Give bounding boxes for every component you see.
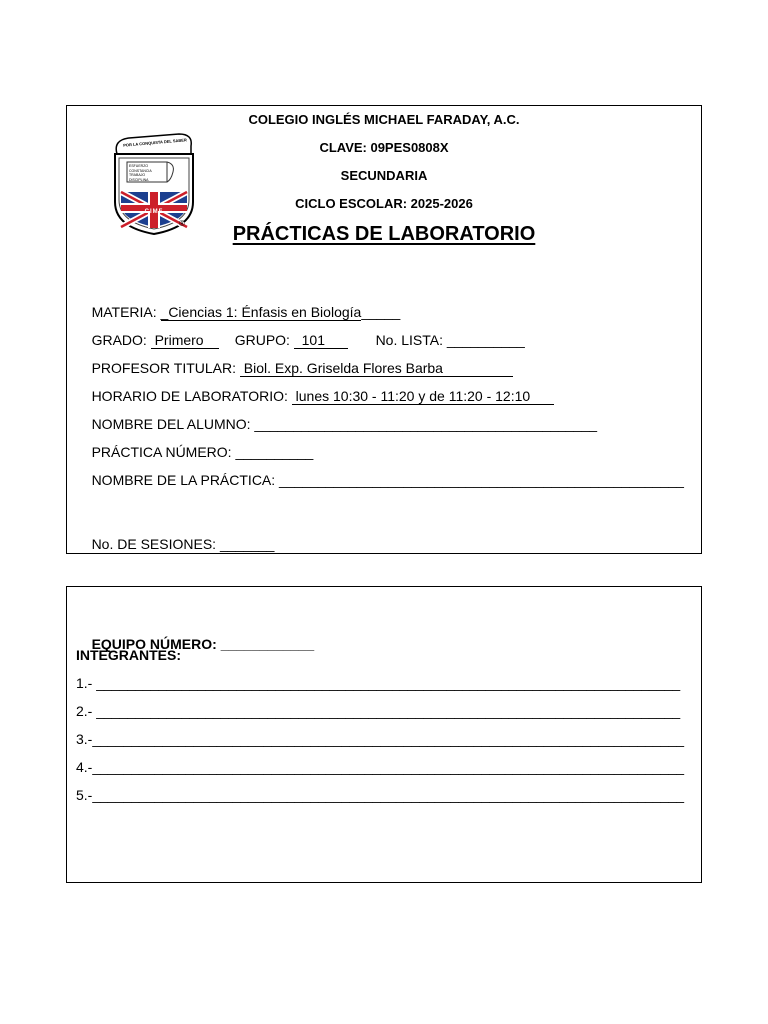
materia-tail: _____: [361, 304, 401, 320]
materia-value[interactable]: _Ciencias 1: Énfasis en Biología: [160, 304, 362, 320]
logo-scroll-text: ESFUERZO CONSTANCIA TRABAJO DISCIPLINA: [129, 164, 152, 182]
team-box: [66, 586, 702, 883]
materia-label: MATERIA:: [91, 304, 161, 320]
member-line-4[interactable]: 4.-____________________________________________________________________________: [76, 759, 685, 775]
logo-banner-text: POR LA CONQUISTA DEL SABER: [123, 137, 187, 148]
school-code: CLAVE: 09PES0808X: [319, 140, 449, 155]
member-line-5[interactable]: 5.-____________________________________________________________________________: [76, 787, 685, 803]
member-line-2[interactable]: 2.- ___________________________________________________________________________: [76, 703, 681, 719]
horario-label: HORARIO DE LABORATORIO:: [91, 388, 292, 404]
alumno-value[interactable]: ____________________________________________: [254, 416, 598, 432]
equipo-value[interactable]: ____________: [220, 636, 315, 652]
lista-label: No. LISTA:: [375, 332, 447, 348]
grado-value[interactable]: Primero: [150, 332, 220, 348]
school-level: SECUNDARIA: [340, 168, 428, 183]
horario-value[interactable]: lunes 10:30 - 11:20 y de 11:20 - 12:10: [291, 388, 554, 404]
sesiones-value[interactable]: _______: [219, 536, 275, 552]
alumno-label: NOMBRE DEL ALUMNO:: [91, 416, 255, 432]
profesor-label: PROFESOR TITULAR:: [91, 360, 240, 376]
sesiones-label: No. DE SESIONES:: [91, 536, 220, 552]
member-line-3[interactable]: 3.-____________________________________________________________________________: [76, 731, 685, 747]
sesiones-field: [76, 519, 274, 570]
grado-label: GRADO:: [91, 332, 151, 348]
practica-nombre-field: [76, 455, 684, 506]
lab-practice-header-box: [66, 105, 702, 554]
grupo-value[interactable]: 101: [293, 332, 349, 348]
page-title: PRÁCTICAS DE LABORATORIO: [232, 223, 536, 245]
practica-numero-label: PRÁCTICA NÚMERO:: [91, 444, 236, 460]
equipo-label: EQUIPO NÚMERO:: [91, 636, 221, 652]
practica-nombre-value[interactable]: ____________________________________________________: [279, 472, 684, 488]
school-name: COLEGIO INGLÉS MICHAEL FARADAY, A.C.: [248, 112, 520, 127]
practica-nombre-label: NOMBRE DE LA PRÁCTICA:: [91, 472, 280, 488]
logo-shield-text: CIMF: [144, 209, 164, 215]
registered-mark: ®: [179, 219, 185, 228]
member-line-1[interactable]: 1.- ___________________________________________________________________________: [76, 675, 681, 691]
grupo-label: GRUPO:: [234, 332, 294, 348]
lista-value[interactable]: __________: [446, 332, 525, 348]
practica-numero-value[interactable]: __________: [235, 444, 314, 460]
school-cycle: CICLO ESCOLAR: 2025-2026: [295, 196, 473, 211]
profesor-value[interactable]: Biol. Exp. Griselda Flores Barba: [239, 360, 513, 376]
integrantes-label: INTEGRANTES:: [76, 647, 181, 663]
